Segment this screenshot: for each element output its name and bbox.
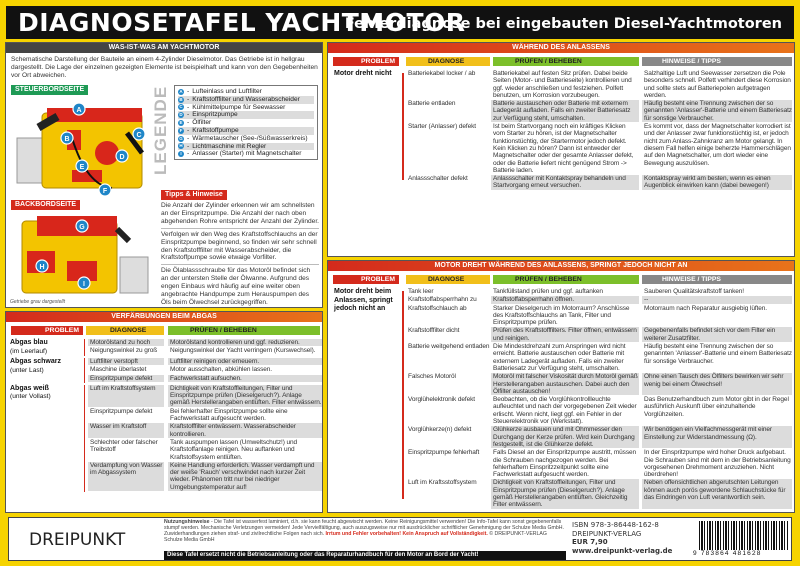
table-row	[88, 385, 322, 407]
diagnosis: Maschine überlastet	[90, 366, 147, 374]
fix-text: Prüfen des Kraftstofffilters. Filter öffnen, entwässern und reinigen.	[491, 327, 639, 342]
tip-text: Gegebenenfalls befindet sich vor dem Filter ein weiterer Zusatzfilter.	[642, 327, 792, 342]
isbn: ISBN 978-3-86448-162-8	[572, 521, 659, 529]
table-row	[403, 175, 793, 190]
legend-key-badge: D	[179, 112, 183, 118]
fix-text: Ist beim Startvorgang noch ein kräftiges Klicken vom Starter zu hören, ist der Magnetschalter funktionstüchtig, der Startermotor jedoch defekt. Kein Klicken zu hören? Dann ist entweder der Magnetschalter oder der gesamte Anlasser defekt, oder die Batterie liefert nicht genügend Strom -> Batterie laden.	[493, 123, 634, 174]
starboard-engine-illustration	[12, 98, 150, 198]
diagnosis: Einspritzpumpe defekt	[88, 375, 164, 382]
tip-text: Es kommt vor, dass der Magnetschalter korrodiert ist und der Anlasser zwar funktionstüchtig ist, er jedoch nicht zum Anlass-Zahnkranz am Motor gelangt. In diesem Fall helfen einige beherzte Hammerschlägen auf den Magnetschalter, um dort wieder eine Bewegung auszulösen.	[644, 123, 791, 167]
diagnosis: Wasser im Kraftstoff	[88, 423, 164, 438]
tip-item: Die Anzahl der Zylinder erkennen wir am schnellsten an der Einspritzpumpe. Die Anzahl der nach oben abgehenden Rohre entspricht der Anzahl der Zylinder.	[161, 202, 319, 229]
svg-text:A: A	[76, 107, 82, 114]
table-row	[403, 426, 793, 448]
tip-text: In der Einspritzpumpe wird hoher Druck aufgebaut. Die Schrauben sind mit dem in der Betriebsanleitung vorgesehenen Drehmoment anzuziehen. Nicht überdrehen!	[644, 449, 791, 479]
legend-label: Kraftstoffpumpe	[192, 126, 239, 134]
table-row	[403, 70, 793, 99]
table-row	[403, 100, 793, 122]
table-row	[403, 296, 793, 303]
rows	[84, 339, 322, 356]
table-row	[403, 327, 793, 342]
legend-item	[178, 96, 314, 104]
tips-heading: Tipps & Hinweise	[161, 190, 227, 200]
fix-text: Tankfüllstand prüfen und ggf. auftanken	[493, 288, 603, 295]
legend-item	[178, 127, 314, 135]
diagnosis: Batterie entladen	[408, 100, 456, 108]
legend-key-badge: B	[179, 96, 183, 102]
nostart-panel	[327, 260, 795, 513]
overview-heading: WAS-IST-WAS AM YACHTMOTOR	[6, 43, 322, 53]
rows	[84, 358, 322, 383]
legend-dash: -	[187, 111, 190, 119]
svg-text:B: B	[64, 136, 70, 143]
fix-text: Motorölstand kontrollieren und ggf. reduzieren.	[168, 339, 322, 346]
tip-text: --	[642, 296, 792, 303]
fix-text: Starker Dieselgeruch im Motorraum? Anschlüsse des Kraftstoffschlauchs an Tank, Filter und Einspritzpumpe prüfen.	[493, 304, 630, 327]
col-problem: PROBLEM	[11, 326, 83, 335]
fix-text: Kraftstoffabsperrhahn öffnen.	[491, 296, 639, 303]
connector-line	[402, 73, 404, 180]
table-row	[403, 373, 793, 395]
disclaimer-bar: Diese Tafel ersetzt nicht die Betriebsanleitung oder das Reparaturhandbuch für den Motor an Bord der Yacht!	[164, 551, 566, 560]
legend-key-badge: G	[179, 135, 183, 141]
page-subtitle: Fehlerdiagnose bei eingebauten Diesel-Yachtmotoren	[344, 16, 782, 32]
fix-text: Keine Handlung erforderlich. Wasser verdampft und der weiße 'Rauch' verschwindet nach kurzer Zeit wieder. Phänomen tritt nur bei niedriger Umgebungstemperatur auf!	[168, 462, 322, 491]
title-bar	[6, 6, 794, 39]
legend-key-badge: H	[179, 143, 183, 149]
column-headers	[6, 325, 322, 337]
legend-item	[178, 143, 314, 151]
svg-text:E: E	[79, 164, 85, 171]
problem-condition: (im Leerlauf)	[10, 347, 48, 355]
legend-key-badge: C	[179, 104, 183, 110]
svg-text:H: H	[39, 264, 45, 271]
rows	[403, 288, 793, 510]
copyright: © DREIPUNKT-VERLAG Schulze Media GmbH	[164, 531, 547, 544]
fix-text: Falls Diesel an der Einspritzpumpe austritt, müssen die Schrauben nachgezogen werden. Bei fehlerhaftem Einspritzzeitpunkt sollte eine Fachwerkstatt aufgesucht werden.	[493, 449, 637, 479]
col-diagnose: DIAGNOSE	[406, 275, 490, 284]
col-fix: PRÜFEN / BEHEBEN	[493, 57, 639, 66]
problem-group	[10, 385, 322, 492]
problem-label: Motor dreht nicht	[334, 70, 392, 77]
gearbox-caption: Getriebe grau dargestellt	[10, 299, 66, 305]
table-row	[88, 423, 322, 438]
port-engine-illustration	[12, 211, 152, 297]
book-info	[572, 521, 672, 555]
legend-label: Ölfilter	[192, 119, 212, 127]
starboard-label: STEUERBORDSEITE	[11, 85, 88, 95]
fix-text: Motor ausschalten, abkühlen lassen.	[170, 366, 273, 374]
tip-text: Salzhaltige Luft und Seewasser zersetzen die Pole besonders schnell. Polfett verhindert diese Korrosion und sollte stets auf Batteriepolen aufgetragen werden.	[644, 70, 791, 99]
svg-text:C: C	[136, 132, 142, 139]
legend-label: Anlasser (Starter) mit Magnetschalter	[192, 150, 302, 158]
problem-label: Abgas schwarz (unter Last)	[10, 358, 84, 383]
legend-key-badge: I	[178, 151, 184, 157]
legend-box	[174, 85, 318, 160]
usage-notice	[164, 519, 566, 543]
overview-panel	[5, 42, 323, 308]
diagnosis: Starter (Anlasser) defekt	[408, 123, 476, 131]
col-fix: PRÜFEN / BEHEBEN	[493, 275, 639, 284]
diagnosis: Verdampfung von Wasser im Abgassystem	[88, 462, 164, 491]
legend-dash: -	[187, 150, 190, 158]
diagnosis: Batteriekabel locker / ab	[408, 70, 476, 77]
tips-list	[161, 202, 319, 307]
fix-text: Motoröl mit falscher Viskosität durch Motoröl gemäß Herstellerangaben austauschen. Dabei auch den Ölfilter austauschen!	[493, 373, 638, 395]
rows	[403, 70, 793, 191]
publisher-name: DREIPUNKT-VERLAG	[572, 529, 642, 538]
table-row	[403, 343, 793, 372]
legend-label: Kühlmittelpumpe für Seewasser	[192, 103, 286, 111]
column-headers	[328, 274, 794, 286]
notice-label: Nutzungshinweise	[164, 519, 210, 525]
legend-label: Einspritzpumpe	[192, 111, 238, 119]
legend-dash: -	[187, 126, 190, 134]
tip-text: Motorraum nach Reparatur ausgiebig lüften.	[644, 304, 767, 312]
legend-label: Lufteinlass und Luftfilter	[192, 88, 262, 95]
problem-condition: (unter Last)	[10, 366, 44, 374]
legend-dash: -	[187, 142, 190, 150]
fix-text: Bei fehlerhafter Einspritzpumpe sollte eine Fachwerkstatt aufgesucht werden.	[170, 407, 288, 423]
starting-panel	[327, 42, 795, 257]
rows	[84, 385, 322, 492]
diagnosis: Kraftstoffschlauch ab	[408, 304, 467, 312]
svg-text:D: D	[119, 154, 125, 161]
diagnosis: Vorglühkerze(n) defekt	[408, 426, 472, 434]
legend-dash: -	[187, 88, 190, 95]
table-row	[88, 439, 322, 461]
column-headers	[328, 56, 794, 68]
svg-text:F: F	[102, 188, 108, 195]
diagnosis: Einspritzpumpe fehlerhaft	[408, 449, 480, 457]
problem-label: Abgas blau (im Leerlauf)	[10, 339, 84, 356]
notice-warning: Irrtum und Fehler vorbehalten! Kein Anspruch auf Vollständigkeit.	[325, 531, 488, 538]
problem-group	[10, 358, 322, 383]
table-row	[403, 396, 793, 425]
table-row	[403, 479, 793, 508]
legend-item	[178, 135, 314, 143]
fix-text: Neigungswinkel der Yacht verringern (Kurswechsel).	[170, 347, 316, 355]
col-problem: PROBLEM	[333, 275, 399, 284]
diagnosis: Falsches Motoröl	[408, 373, 456, 381]
exhaust-table	[10, 339, 322, 494]
tip-text: Neben offensichtlichen abgerutschten Leitungen können auch porös gewordene Schlauchstücke für das Eindringen von Luft verantwortlich sein.	[642, 479, 792, 508]
col-problem: PROBLEM	[333, 57, 399, 66]
tip-text: Das Benutzerhandbuch zum Motor gibt in der Regel ausführlich Auskunft über einzuhaltende Vorglühzeiten.	[644, 396, 789, 418]
diagnosis: Kraftstofffilter dicht	[408, 327, 460, 335]
exhaust-heading: VERFÄRBUNGEN BEIM ABGAS	[6, 312, 322, 322]
legend-item	[178, 150, 314, 158]
overview-intro: Schematische Darstellung der Bauteile an einem 4-Zylinder Dieselmotor. Das Getriebe ist in hellgrau dargestellt. Die Lage der einzelnen gezeigten Elemente ist beispielhaft und kann von den Gegebenheiten vor Ort abweichen.	[11, 56, 318, 79]
diagnosis: Anlassschalter defekt	[408, 175, 468, 183]
legend-label: Wärmetauscher (See-/Süßwasserkreis)	[192, 134, 308, 142]
legend-item	[178, 88, 314, 96]
barcode-bars	[699, 521, 789, 550]
diagnosis: Luftfilter verstopft	[88, 358, 164, 365]
publisher-logo: DREIPUNKT	[29, 530, 126, 550]
connector-line	[402, 291, 404, 499]
legend-dash: -	[187, 95, 190, 103]
svg-text:G: G	[79, 224, 85, 231]
table-row	[88, 339, 322, 346]
table-row	[88, 366, 322, 373]
table-row	[403, 123, 793, 174]
notice-text: - Die Tafel ist wasserfest laminiert, d.h. sie kann feucht abgewischt werden. Keine Reinigungsmittel verwenden! Die Info-Tafel kann sonst gegebenenfalls stumpf werden. Mechanische Verletzungen vermeiden! Jede Vervielfältigung, auch auszugsweise nur mit ausdrücklicher schriftlicher Genehmigung der Schulze Media GmbH. Zuwiderhandlungen ziehen straf- und zivilrechtliche Folgen nach sich.	[164, 519, 564, 538]
exhaust-panel	[5, 311, 323, 513]
legend-key-badge: E	[179, 120, 183, 126]
fix-text: Batterie austauschen oder Batterie mit externem Ladegerät aufladen. Falls ein zweiter Batteriesatz zur Verfügung steht, umschalten.	[491, 100, 639, 122]
diagnosis: Motorölstand zu hoch	[88, 339, 164, 346]
starting-heading: WÄHREND DES ANLASSENS	[328, 43, 794, 53]
fix-text: Die Mindestdrehzahl zum Anspringen wird nicht erreicht. Batterie austauschen oder Batterie mit externem Ladegerät aufladen. Falls ein zweiter Batteriesatz zur Verfügung steht, umschalten.	[493, 343, 626, 372]
legend-label: Kraftstofffilter und Wasserabscheider	[192, 95, 300, 103]
barcode	[693, 521, 789, 559]
nostart-heading: MOTOR DREHT WÄHREND DES ANLASSENS, SPRINGT JEDOCH NICHT AN	[328, 261, 794, 271]
tip-text: Wir benötigen ein Vielfachmessgerät mit einer Einstellung zur Widerstandmessung (Ω).	[642, 426, 792, 448]
fix-text: Tank auspumpen lassen (Umweltschutz!) und Kraftstoffanlage reinigen. Neu auftanken und Kraftstoffsystem entlüften.	[170, 438, 298, 461]
diagnosis: Einspritzpumpe defekt	[90, 407, 153, 415]
fix-text: Kraftstofffilter entwässern. Wasserabscheider kontrollieren.	[168, 423, 322, 438]
tip-item: Verfolgen wir den Weg des Kraftstoffschlauchs an der Einspritzpumpe beginnend, so finden wir sehr schnell den Kraftstofffilter mit Wasserabscheider, die Kraftstoffpumpe sowie etwaige Vorfilter.	[161, 231, 319, 266]
svg-text:I: I	[83, 281, 85, 288]
table-row	[403, 449, 793, 478]
diagnosis: Vorglühelektronik defekt	[408, 396, 475, 404]
legend-dash: -	[187, 134, 190, 142]
problem-group	[10, 339, 322, 356]
col-tips: HINWEISE / TIPPS	[642, 275, 792, 284]
table-row	[88, 347, 322, 354]
problem-label: Motor dreht beim Anlassen, springt jedoch nicht an	[334, 288, 393, 312]
fix-text: Fachwerkstatt aufsuchen.	[168, 375, 322, 382]
diagnosis: Schlechter oder falscher Treibstoff	[90, 438, 158, 454]
legend-key-badge: F	[179, 127, 183, 133]
tip-text: Sauberen Qualitätskraftstoff tanken!	[644, 288, 744, 295]
legend-dash: -	[187, 103, 190, 111]
diagnosis: Luft im Kraftsstoffsystem	[408, 479, 477, 487]
fix-text: Beobachten, ob die Vorglühkontrollleuchte aufleuchtet und nach der vorgegebenen Zeit wieder erlischt. Wenn nicht, liegt ggf. ein Fehler in der Steuerelektronik vor (Werkstatt).	[493, 396, 637, 426]
page-title: DIAGNOSETAFEL YACHTMOTOR	[18, 8, 466, 37]
diagnosis: Batterie weitgehend entladen	[408, 343, 490, 351]
col-diagnose: DIAGNOSE	[406, 57, 490, 66]
problem-label: Abgas weiß (unter Vollast)	[10, 385, 84, 492]
tip-item: Die Ölablassschraube für das Motoröl befindet sich an der untersten Stelle der Ölwanne. Aufgrund des engen Einbaus wird häufig auf eine weiter oben angebrachte Handpumpe zum Herauspumpen des Öls beim Ölwechsel zurückgegriffen.	[161, 267, 311, 306]
diagnosis: Kraftstoffabsperrhahn zu	[408, 296, 477, 304]
table-row	[88, 462, 322, 491]
legend-key-badge: A	[179, 88, 183, 94]
problem-condition: (unter Vollast)	[10, 393, 51, 401]
port-label: BACKBORDSEITE	[11, 200, 80, 210]
diagnosis: Neigungswinkel zu groß	[90, 347, 158, 355]
barcode-digits: 9 783864 481628	[693, 550, 762, 557]
fix-text: Luftfilter reinigen oder erneuern.	[168, 358, 322, 365]
legend-label: Lichtmaschine mit Regler	[192, 142, 267, 150]
table-row	[88, 408, 322, 423]
price: EUR 7,90	[572, 538, 608, 546]
fix-text: Glühkerze ausbauen und mit Ohmmesser den Durchgang der Kerze prüfen. Wird kein Durchgang festgestellt, ist die Glühkerze defekt.	[491, 426, 639, 448]
diagnosis: Luft im Kraftstoffsystem	[88, 385, 164, 407]
legend-item	[178, 104, 314, 112]
table-row	[403, 305, 793, 327]
table-row	[88, 358, 322, 365]
tip-text: Häufig besteht eine Trennung zwischen der so genannten 'Anlasser'-Batterie und einem Batteriesatz für sonstige Verbraucher.	[644, 100, 792, 122]
diagnosis: Tank leer	[408, 288, 434, 295]
fix-text: Dichtigkeit von Kraftstoffleitungen, Filter und Einspritzpumpe prüfen (Dieselgeruch?). Anlage gemäß Herstellerangaben entlüften. Filter entwässern.	[170, 384, 322, 407]
legend-item	[178, 119, 314, 127]
website-link[interactable]: www.dreipunkt-verlag.de	[572, 546, 673, 555]
tip-text: Ohne einen Tausch des Ölfilters bewirken wir sehr wenig bei einem Ölwechsel!	[642, 373, 792, 395]
table-row	[403, 288, 793, 295]
tip-text: Kontaktspray wirkt am besten, wenn es einen Augenblick einwirken kann (dabei bewegen!)	[642, 175, 792, 190]
table-row	[88, 375, 322, 382]
col-tips: HINWEISE / TIPPS	[642, 57, 792, 66]
fix-text: Anlassschalter mit Kontaktspray behandeln und Startvorgang erneut versuchen.	[491, 175, 639, 190]
footer	[8, 517, 792, 561]
fix-text: Dichtigkeit von Kraftstoffleitungen, Filter und Einspritzpumpe prüfen (Dieselgeruch?). Anlage gemäß Herstellerangaben entlüften. Gleichzeitig Filter entwässern.	[491, 479, 639, 508]
col-diagnose: DIAGNOSE	[86, 326, 164, 335]
legend-dash: -	[187, 119, 190, 127]
col-fix: PRÜFEN / BEHEBEN	[168, 326, 320, 335]
legend-vertical-title: LEGENDE	[151, 85, 170, 175]
tip-text: Häufig besteht eine Trennung zwischen der so genannten 'Anlasser'-Batterie und einem Batteriesatz für sonstige Verbraucher.	[644, 343, 792, 365]
fix-text: Batteriekabel auf festen Sitz prüfen. Dabei beide Seiten (Motor- und Batterieseite) kontrollieren und ggf. wieder anschließen und festziehen. Polfett benutzen, um Korrosion vorzubeugen.	[493, 70, 632, 99]
